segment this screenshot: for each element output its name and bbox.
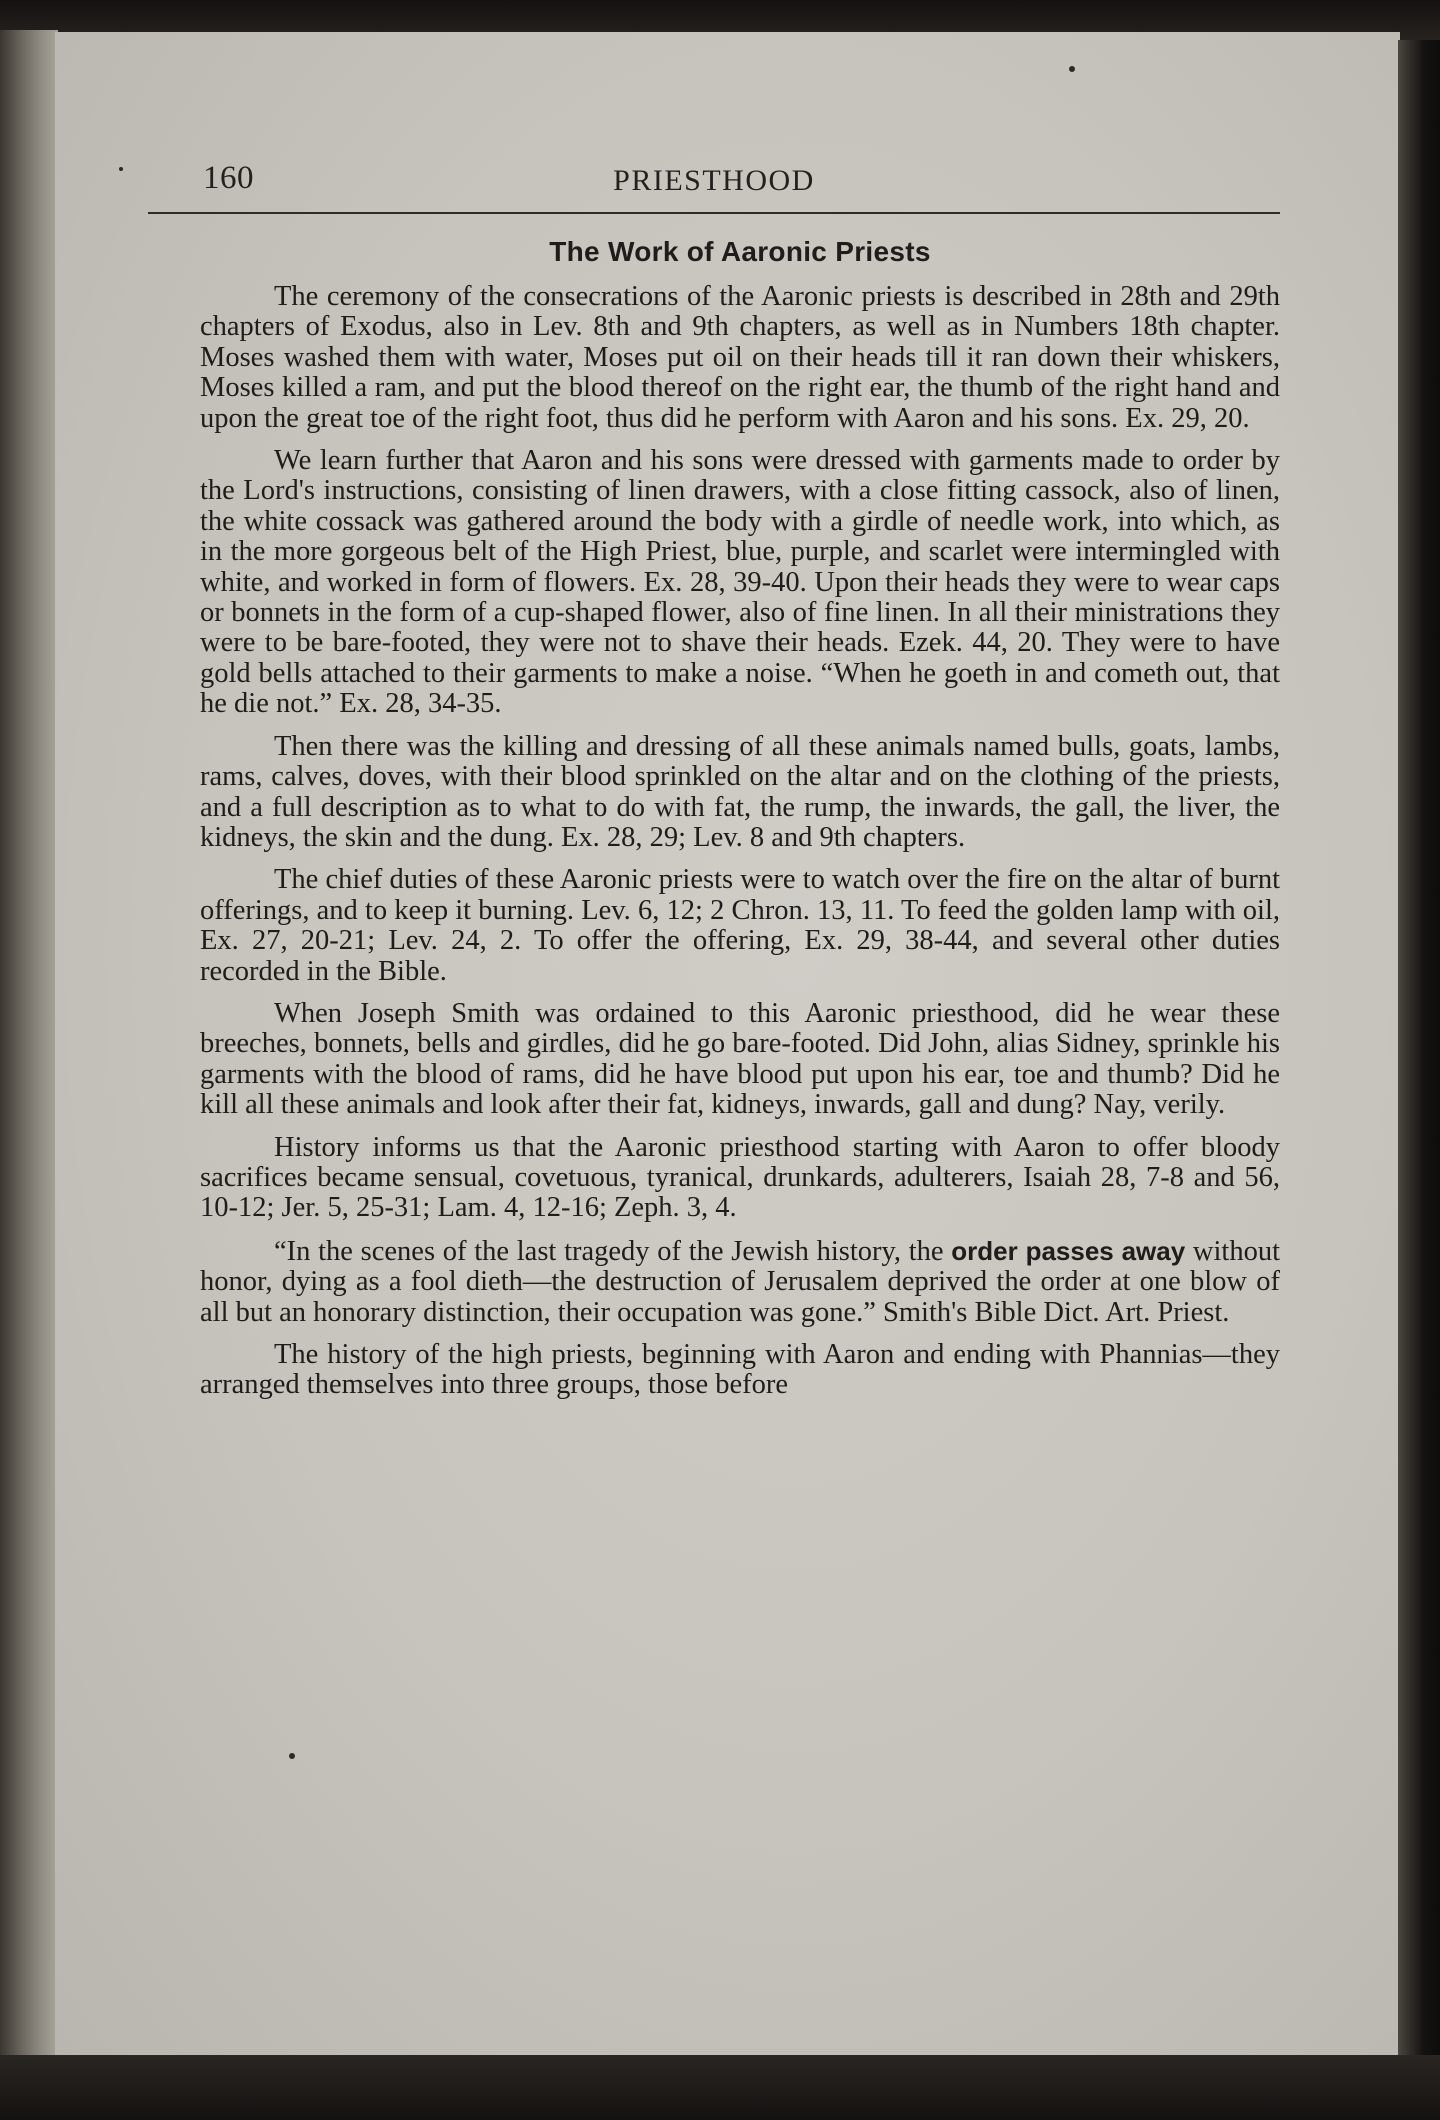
ink-speck	[119, 167, 123, 171]
paragraph-garments: We learn further that Aaron and his sons were dressed with garments made to order by the Lord's instructions, consisting of linen drawers, with a close fitting cassock, also of linen, the white cossack was gathered around the body with a girdle of needle work, into which, as in the more gorgeous belt of the High Priest, blue, purple, and scarlet were intermingled with white, and worked in form of flowers. Ex. 28, 39-40. Upon their heads they were to wear caps or bonnets in the form of a cup-shaped flower, also of fine linen. In all their ministrations they were to be bare-footed, they were not to shave their heads. Ezek. 44, 20. They were to have gold bells attached to their garments to make a noise. “When he goeth in and cometh out, that he die not.” Ex. 28, 34-35.	[200, 445, 1280, 720]
page-right-edge-shadow	[1398, 40, 1440, 2060]
quote-text-start: “In the scenes of the last tragedy of the Jewish history, the	[274, 1235, 952, 1267]
quote-text-end: without honor, dying as a fool dieth—the destruction of Jerusalem deprived the order at one blow of all but an honorary distinction, their occupation was gone.” Smith's Bible Dict. Art. Priest.	[200, 1235, 1280, 1328]
paragraph-high-priests: The history of the high priests, beginning with Aaron and ending with Phannias—they arranged themselves into three groups, those before	[200, 1339, 1280, 1401]
ink-speck	[1069, 66, 1075, 72]
paragraph-chief-duties: The chief duties of these Aaronic priests were to watch over the fire on the altar of burnt offerings, and to keep it burning. Lev. 6, 12; 2 Chron. 13, 11. To feed the golden lamp with oil, Ex. 27, 20-21; Lev. 24, 2. To offer the offering, Ex. 29, 38-44, and several other duties recorded in the Bible.	[200, 864, 1280, 987]
paragraph-consecration: The ceremony of the consecrations of the Aaronic priests is described in 28th and 29th chapters of Exodus, also in Lev. 8th and 9th chapters, as well as in Numbers 18th chapter. Moses washed them with water, Moses put oil on their heads till it ran down their whiskers, Moses killed a ram, and put the blood thereof on the right ear, the thumb of the right hand and upon the great toe of the right foot, thus did he perform with Aaron and his sons. Ex. 29, 20.	[200, 281, 1280, 434]
paragraph-sacrifices: Then there was the killing and dressing of all these animals named bulls, goats, lambs, rams, calves, doves, with their blood sprinkled on the altar and on the clothing of the priests, and a full description as to what to do with fat, the rump, the inwards, the gall, the liver, the kidneys, the skin and the dung. Ex. 28, 29; Lev. 8 and 9th chapters.	[200, 730, 1280, 853]
paragraph-joseph-smith: When Joseph Smith was ordained to this Aaronic priesthood, did he wear these breeches, bonnets, bells and girdles, did he go bare-footed. Did John, alias Sidney, sprinkle his garments with the blood of rams, did he have blood put upon his ear, toe and thumb? Did he kill all these animals and look after their fat, kidneys, inwards, gall and dung? Nay, verily.	[200, 997, 1280, 1121]
book-spine-gutter	[0, 30, 58, 2060]
paragraph-quotation	[200, 1236, 1280, 1328]
article-body	[200, 234, 1280, 1413]
quote-emphasis: order passes away	[951, 1235, 1186, 1266]
scan-bottom-border	[0, 2055, 1440, 2120]
ink-speck	[289, 1753, 295, 1759]
paragraph-history: History informs us that the Aaronic priesthood starting with Aaron to offer bloody sacrifices became sensual, covetuous, tyranical, drunkards, adulterers, Isaiah 28, 7-8 and 56, 10-12; Jer. 5, 25-31; Lam. 4, 12-16; Zeph. 3, 4.	[200, 1131, 1280, 1224]
running-head: PRIESTHOOD	[613, 164, 815, 197]
page-header	[148, 160, 1280, 214]
section-title: The Work of Aaronic Priests	[549, 236, 931, 267]
page-number: 160	[203, 160, 254, 196]
